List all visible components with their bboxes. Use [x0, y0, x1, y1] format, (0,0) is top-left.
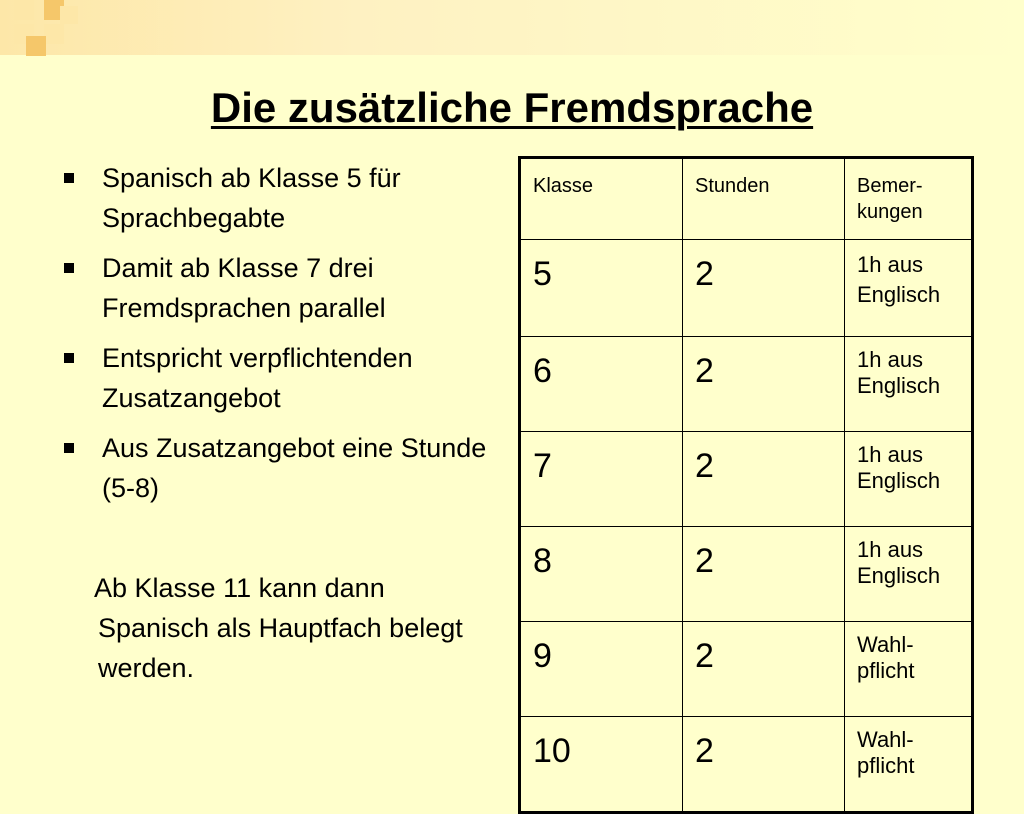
cell-klasse: 8: [520, 527, 683, 622]
bullet-text: Damit ab Klasse 7 drei Fremdsprachen parallel: [102, 253, 386, 323]
bullet-text: Aus Zusatzangebot eine Stunde (5-8): [102, 433, 487, 503]
decoration-square: [44, 24, 64, 44]
bullet-item: [62, 248, 502, 328]
cell-stunden: 2: [683, 622, 845, 717]
cell-klasse: 7: [520, 432, 683, 527]
bullet-square-icon: [64, 353, 74, 363]
cell-klasse: 10: [520, 717, 683, 813]
cell-klasse: 9: [520, 622, 683, 717]
cell-stunden: 2: [683, 717, 845, 813]
bullet-item: [62, 338, 502, 418]
table-row: [520, 240, 973, 337]
top-decoration-band: [0, 0, 1024, 55]
table-row: [520, 717, 973, 813]
table-row: [520, 622, 973, 717]
table-row: [520, 337, 973, 432]
cell-bemerkung: 1h aus Englisch: [845, 527, 973, 622]
cell-stunden: 2: [683, 240, 845, 337]
cell-stunden: 2: [683, 527, 845, 622]
header-klasse: Klasse: [520, 158, 683, 240]
schedule-table: [518, 156, 974, 814]
note-paragraph: Ab Klasse 11 kann dann Spanisch als Hauptfach belegt werden.: [94, 573, 463, 683]
header-bemerkungen-text: Bemer-kungen: [857, 175, 923, 223]
bullet-list: [62, 158, 502, 518]
bullet-item: [62, 428, 502, 508]
bullet-item: [62, 158, 502, 238]
bullet-square-icon: [64, 263, 74, 273]
decoration-square: [14, 0, 34, 20]
cell-klasse: 6: [520, 337, 683, 432]
decoration-square: [26, 36, 46, 56]
cell-stunden: 2: [683, 337, 845, 432]
bullet-text: Entspricht verpflichtenden Zusatzangebot: [102, 343, 413, 413]
header-stunden: Stunden: [683, 158, 845, 240]
cell-bemerkung: 1h aus Englisch: [845, 337, 973, 432]
cell-bemerkung: 1h aus Englisch: [845, 432, 973, 527]
decoration-square: [60, 6, 78, 24]
table-row: [520, 527, 973, 622]
table-header-row: [520, 158, 973, 240]
cell-bemerkung: 1h aus Englisch: [845, 240, 973, 337]
header-bemerkungen: [845, 158, 973, 240]
slide-title: Die zusätzliche Fremdsprache: [210, 84, 814, 131]
cell-bemerkung: Wahl-pflicht: [845, 717, 973, 813]
bullet-square-icon: [64, 443, 74, 453]
cell-stunden: 2: [683, 432, 845, 527]
bullet-text: Spanisch ab Klasse 5 für Sprachbegabte: [102, 163, 401, 233]
cell-bemerkung: Wahl-pflicht: [845, 622, 973, 717]
bullet-square-icon: [64, 173, 74, 183]
table-row: [520, 432, 973, 527]
cell-klasse: 5: [520, 240, 683, 337]
